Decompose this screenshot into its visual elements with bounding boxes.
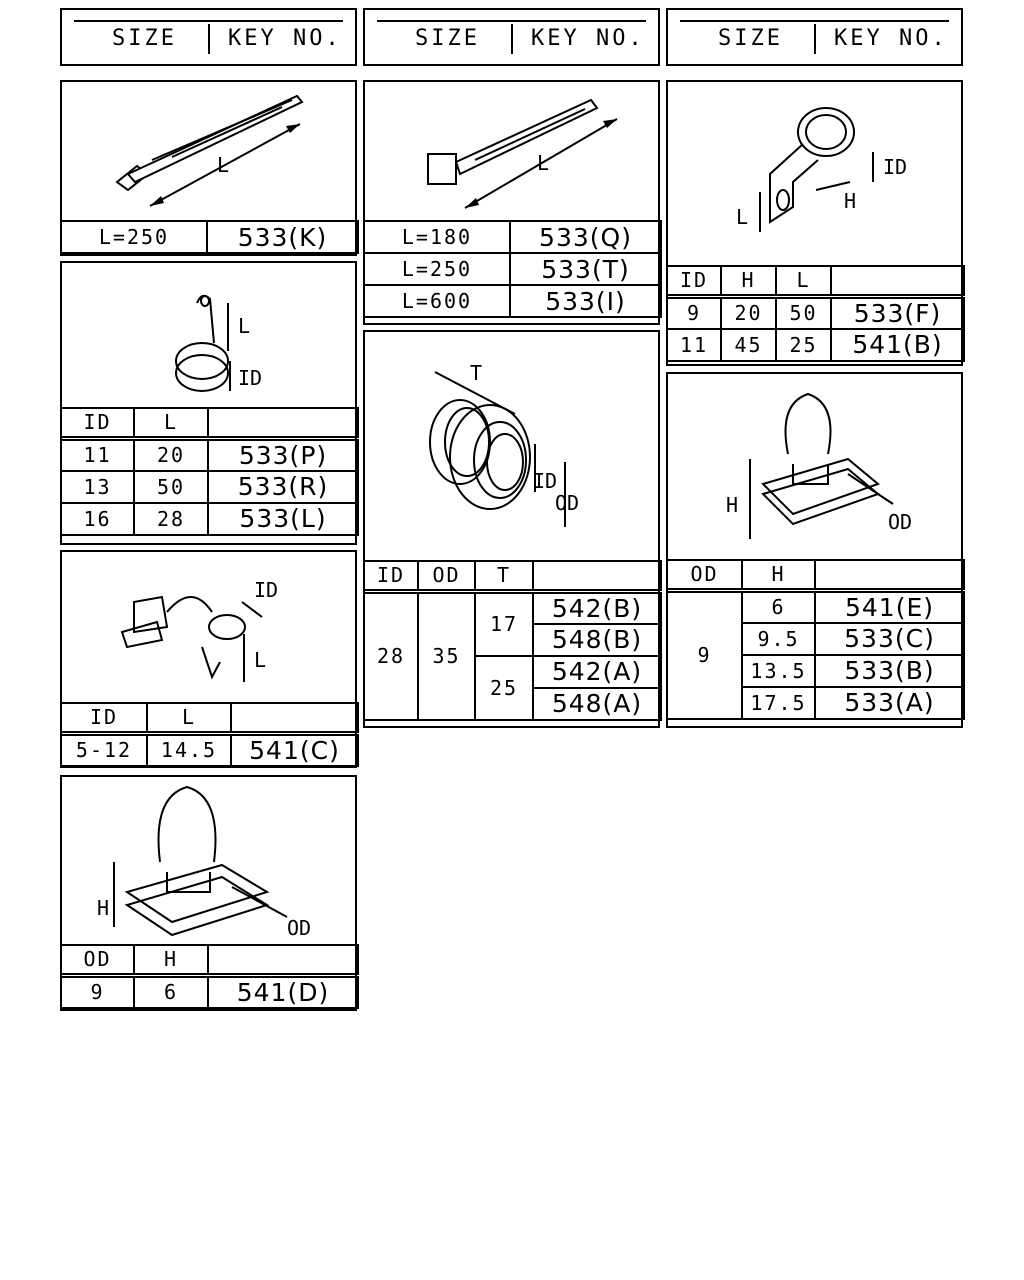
- clip-c-illustration: [62, 552, 355, 702]
- tie-length-dim-label: L: [537, 151, 550, 175]
- table-row: [61, 975, 358, 1008]
- h-cell: 9.5: [742, 623, 815, 655]
- column-header: [831, 266, 964, 296]
- table-header-row: [61, 945, 358, 975]
- column-header: ID: [61, 703, 147, 733]
- table-header-row: [61, 408, 358, 438]
- column-header: ID: [667, 266, 721, 296]
- band-l-dim: L: [238, 314, 251, 338]
- table-row: [364, 285, 661, 317]
- column-header: ID: [61, 408, 134, 438]
- h-cell: 6: [742, 590, 815, 623]
- key-no-cell: 541(B): [831, 329, 964, 361]
- clip-h-dim: H: [726, 493, 739, 517]
- band-clip-illustration: [62, 263, 355, 408]
- cable-ties-table: [363, 220, 662, 318]
- cable-tie-k-table: [60, 220, 359, 254]
- key-no-cell: 533(T): [510, 253, 661, 285]
- table-row: [667, 329, 964, 361]
- key-no-cell: 533(K): [207, 221, 358, 253]
- id-cell: 11: [667, 329, 721, 361]
- table-row: [667, 296, 964, 329]
- column-header: H: [742, 560, 815, 590]
- clip-c-id-dim: ID: [254, 578, 279, 602]
- cable-tie-illustration: [62, 82, 355, 222]
- id-cell: 11: [61, 438, 134, 471]
- panel-clip-c: [60, 550, 357, 768]
- key-no-cell: 533(R): [208, 471, 358, 503]
- key-no-label: KEY NO.: [834, 26, 948, 51]
- column-header: H: [134, 945, 208, 975]
- panel-p-clip: [666, 80, 963, 366]
- grommet-illustration: [365, 332, 658, 557]
- table-row: [61, 471, 358, 503]
- table-row: [61, 503, 358, 535]
- clip-od-dim: OD: [888, 510, 913, 534]
- id-cell: 13: [61, 471, 134, 503]
- clip-e-table: [666, 559, 965, 720]
- key-no-cell: 533(P): [208, 438, 358, 471]
- key-no-cell: 541(D): [208, 975, 358, 1008]
- clip-d-illustration: [62, 777, 355, 945]
- header-col-3: [666, 8, 963, 66]
- h-cell: 45: [721, 329, 776, 361]
- size-label: SIZE: [112, 26, 177, 51]
- key-no-cell: 533(Q): [510, 221, 661, 253]
- band-id-dim: ID: [238, 366, 263, 390]
- header-col-1: [60, 8, 357, 66]
- key-no-cell: 541(C): [231, 733, 358, 766]
- grommet-table: [363, 560, 662, 721]
- panel-cable-ties: [363, 80, 660, 325]
- h-cell: 13.5: [742, 655, 815, 687]
- column-header: [208, 945, 358, 975]
- grommet-id-dim: ID: [533, 469, 558, 493]
- p-clip-table: [666, 265, 965, 362]
- id-cell: 9: [667, 296, 721, 329]
- panel-band-clip: [60, 261, 357, 545]
- table-row: [364, 591, 661, 624]
- clip-illustration: [668, 374, 961, 559]
- panel-clip-d: [60, 775, 357, 1011]
- size-cell: L=250: [61, 221, 207, 253]
- l-cell: 25: [776, 329, 831, 361]
- p-clip-l-dim: L: [736, 205, 749, 229]
- cable-tie-illustration: [365, 82, 658, 222]
- grommet-t-dim: T: [470, 361, 483, 385]
- table-row: [667, 590, 964, 623]
- clip-d-h-dim: H: [97, 896, 110, 920]
- key-no-cell: 533(L): [208, 503, 358, 535]
- column-header: [815, 560, 964, 590]
- table-row: [61, 221, 358, 253]
- size-label: SIZE: [415, 26, 480, 51]
- od-cell: 9: [667, 590, 742, 719]
- size-cell: L=180: [364, 221, 510, 253]
- key-no-cell: 533(A): [815, 687, 964, 719]
- key-no-cell: 542(B): [533, 591, 661, 624]
- size-cell: L=600: [364, 285, 510, 317]
- key-no-cell: 533(I): [510, 285, 661, 317]
- key-no-cell: 533(B): [815, 655, 964, 687]
- p-clip-h-dim: H: [844, 189, 857, 213]
- clip-c-table: [60, 702, 359, 767]
- table-row: [61, 733, 358, 766]
- key-no-cell: 548(B): [533, 624, 661, 656]
- key-no-cell: 533(F): [831, 296, 964, 329]
- column-header: [533, 561, 661, 591]
- key-no-label: KEY NO.: [531, 26, 645, 51]
- od-cell: 9: [61, 975, 134, 1008]
- clip-d-table: [60, 944, 359, 1009]
- panel-grommet: [363, 330, 660, 728]
- column-header: OD: [667, 560, 742, 590]
- grommet-od-dim: OD: [555, 491, 580, 515]
- p-clip-illustration: [668, 82, 961, 267]
- clip-c-l-dim: L: [254, 648, 267, 672]
- l-cell: 50: [134, 471, 208, 503]
- t-cell: 17: [475, 591, 533, 656]
- key-no-cell: 541(E): [815, 590, 964, 623]
- t-cell: 25: [475, 656, 533, 720]
- key-no-cell: 542(A): [533, 656, 661, 688]
- l-cell: 20: [134, 438, 208, 471]
- od-cell: 35: [418, 591, 475, 720]
- l-cell: 14.5: [147, 733, 231, 766]
- table-row: [364, 221, 661, 253]
- column-header: L: [147, 703, 231, 733]
- column-header: L: [134, 408, 208, 438]
- panel-clip-e: [666, 372, 963, 728]
- column-header: T: [475, 561, 533, 591]
- h-cell: 17.5: [742, 687, 815, 719]
- id-cell: 28: [364, 591, 418, 720]
- column-header: ID: [364, 561, 418, 591]
- id-cell: 16: [61, 503, 134, 535]
- h-cell: 6: [134, 975, 208, 1008]
- table-header-row: [364, 561, 661, 591]
- key-no-cell: 548(A): [533, 688, 661, 720]
- column-header: [208, 408, 358, 438]
- column-header: L: [776, 266, 831, 296]
- table-row: [364, 253, 661, 285]
- column-header: OD: [61, 945, 134, 975]
- clip-d-od-dim: OD: [287, 916, 312, 940]
- band-clip-table: [60, 407, 359, 536]
- size-label: SIZE: [718, 26, 783, 51]
- table-row: [61, 438, 358, 471]
- column-header: OD: [418, 561, 475, 591]
- key-no-label: KEY NO.: [228, 26, 342, 51]
- table-header-row: [61, 703, 358, 733]
- table-header-row: [667, 266, 964, 296]
- column-header: H: [721, 266, 776, 296]
- header-col-2: [363, 8, 660, 66]
- p-clip-id-dim: ID: [883, 155, 908, 179]
- panel-cable-tie-k: [60, 80, 357, 256]
- l-cell: 50: [776, 296, 831, 329]
- h-cell: 20: [721, 296, 776, 329]
- key-no-cell: 533(C): [815, 623, 964, 655]
- tie-length-dim-label: L: [217, 153, 230, 177]
- column-header: [231, 703, 358, 733]
- id-cell: 5-12: [61, 733, 147, 766]
- l-cell: 28: [134, 503, 208, 535]
- table-header-row: [667, 560, 964, 590]
- size-cell: L=250: [364, 253, 510, 285]
